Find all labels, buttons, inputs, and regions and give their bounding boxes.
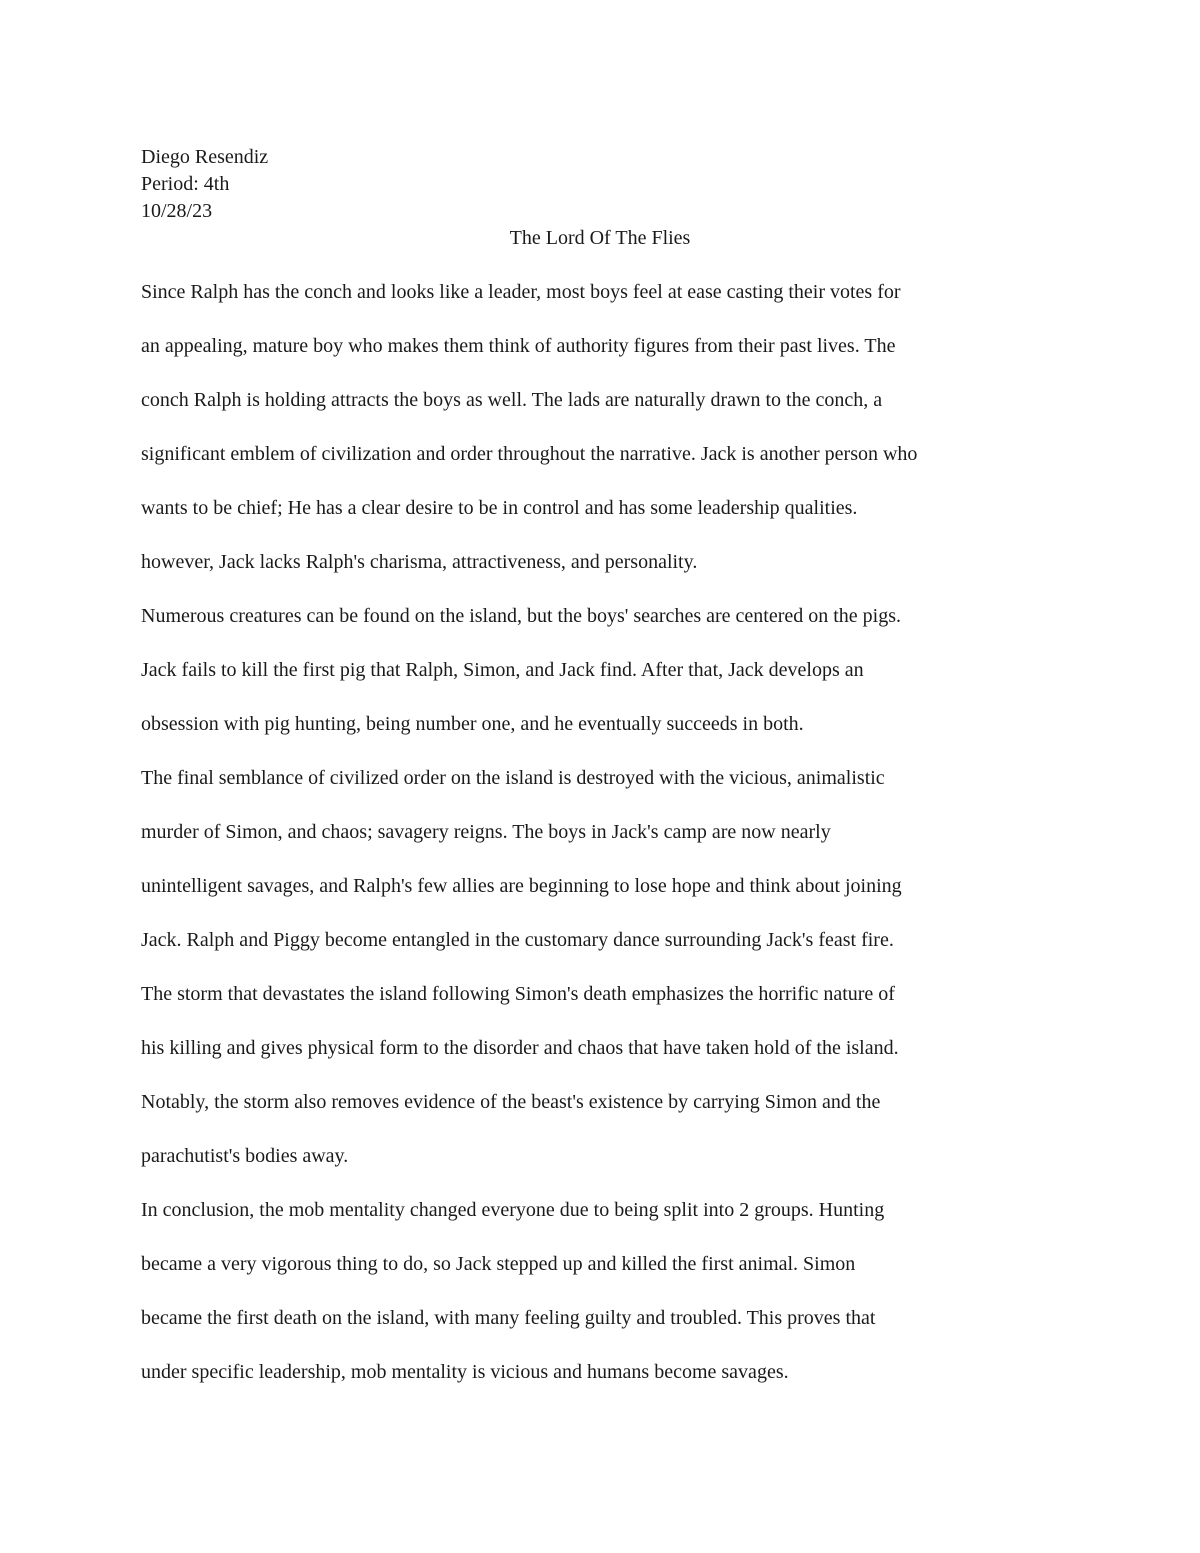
body-line: Jack. Ralph and Piggy become entangled in the customary dance surrounding Jack's feast fire. bbox=[141, 929, 894, 951]
body-line: conch Ralph is holding attracts the boys as well. The lads are naturally drawn to the conch, a bbox=[141, 389, 883, 411]
body-line: became a very vigorous thing to do, so Jack stepped up and killed the first animal. Simon bbox=[141, 1253, 856, 1275]
body-line: his killing and gives physical form to the disorder and chaos that have taken hold of the island. bbox=[141, 1037, 899, 1059]
body-line: an appealing, mature boy who makes them think of authority figures from their past lives. The bbox=[141, 335, 896, 357]
body-line: Notably, the storm also removes evidence of the beast's existence by carrying Simon and the bbox=[141, 1091, 881, 1113]
body-line: Since Ralph has the conch and looks like a leader, most boys feel at ease casting their votes for bbox=[141, 281, 901, 303]
body-line: under specific leadership, mob mentality is vicious and humans become savages. bbox=[141, 1361, 789, 1383]
body-line: In conclusion, the mob mentality changed everyone due to being split into 2 groups. Hunting bbox=[141, 1199, 885, 1221]
body-line: Numerous creatures can be found on the island, but the boys' searches are centered on the pigs. bbox=[141, 605, 902, 627]
body-line: parachutist's bodies away. bbox=[141, 1145, 349, 1167]
body-line: however, Jack lacks Ralph's charisma, attractiveness, and personality. bbox=[141, 551, 698, 573]
author-name: Diego Resendiz bbox=[141, 146, 269, 168]
body-line: The final semblance of civilized order on the island is destroyed with the vicious, animalistic bbox=[141, 767, 885, 789]
body-line: Jack fails to kill the first pig that Ralph, Simon, and Jack find. After that, Jack develops an bbox=[141, 659, 864, 681]
body-line: murder of Simon, and chaos; savagery reigns. The boys in Jack's camp are now nearly bbox=[141, 821, 831, 843]
class-period: Period: 4th bbox=[141, 173, 230, 195]
document-date: 10/28/23 bbox=[141, 200, 213, 222]
body-line: significant emblem of civilization and order throughout the narrative. Jack is another person who bbox=[141, 443, 918, 465]
body-line: became the first death on the island, with many feeling guilty and troubled. This proves that bbox=[141, 1307, 876, 1329]
body-line: unintelligent savages, and Ralph's few allies are beginning to lose hope and think about joining bbox=[141, 875, 902, 897]
body-line: wants to be chief; He has a clear desire to be in control and has some leadership qualities. bbox=[141, 497, 858, 519]
document-title: The Lord Of The Flies bbox=[509, 227, 691, 249]
body-line: The storm that devastates the island following Simon's death emphasizes the horrific nature of bbox=[141, 983, 895, 1005]
body-line: obsession with pig hunting, being number one, and he eventually succeeds in both. bbox=[141, 713, 804, 735]
